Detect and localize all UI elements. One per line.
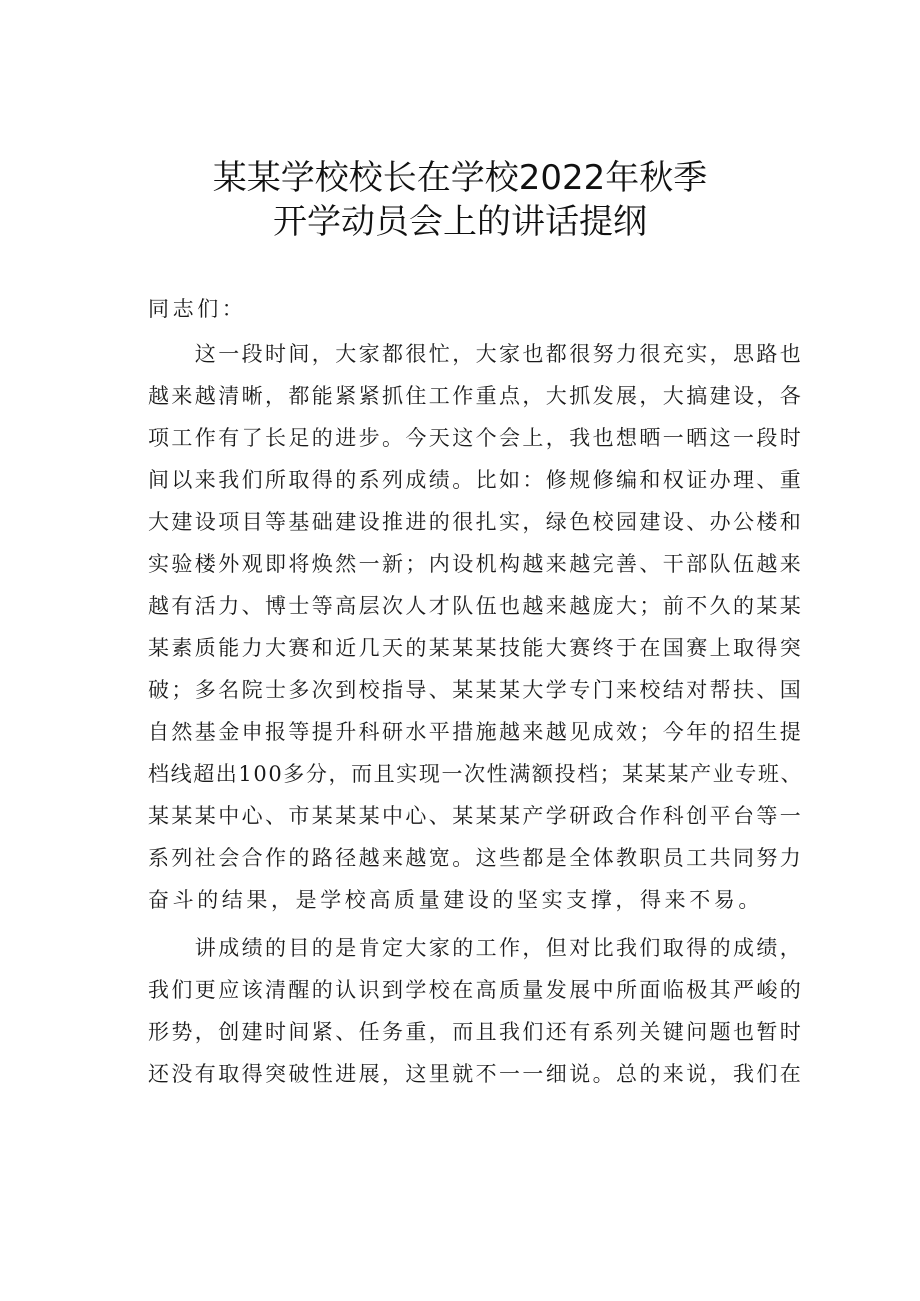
document-title-line-1: 某某学校校长在学校2022年秋季 (212, 158, 708, 198)
salutation: 同志们： (148, 297, 247, 321)
paragraph-line: 自然基金申报等提升科研水平措施越来越见成效；今年的招生提 (148, 720, 804, 744)
paragraph-line: 项工作有了长足的进步。今天这个会上，我也想晒一晒这一段时 (148, 426, 804, 450)
paragraph-line: 越有活力、博士等高层次人才队伍也越来越庞大；前不久的某某 (148, 594, 804, 618)
paragraph-line: 系列社会合作的路径越来越宽。这些都是全体教职员工共同努力 (148, 846, 804, 870)
paragraph-line: 我们更应该清醒的认识到学校在高质量发展中所面临极其严峻的 (148, 978, 804, 1002)
paragraph-line: 间以来我们所取得的系列成绩。比如：修规修编和权证办理、重 (148, 468, 804, 492)
paragraph-line: 讲成绩的目的是肯定大家的工作，但对比我们取得的成绩， (148, 936, 804, 960)
paragraph-line: 大建设项目等基础建设推进的很扎实，绿色校园建设、办公楼和 (148, 510, 804, 534)
document-title-line-2: 开学动员会上的讲话提纲 (273, 202, 647, 242)
paragraph-line: 奋斗的结果，是学校高质量建设的坚实支撑，得来不易。 (148, 888, 763, 912)
paragraph-line: 越来越清晰，都能紧紧抓住工作重点，大抓发展，大搞建设，各 (148, 384, 804, 408)
paragraph-line: 破；多名院士多次到校指导、某某某大学专门来校结对帮扶、国 (148, 678, 804, 702)
paragraph-line: 某素质能力大赛和近几天的某某某技能大赛终于在国赛上取得突 (148, 636, 804, 660)
paragraph-line: 这一段时间，大家都很忙，大家也都很努力很充实，思路也 (148, 342, 804, 366)
paragraph-line: 还没有取得突破性进展，这里就不一一细说。总的来说，我们在 (148, 1062, 804, 1086)
paragraph-line: 实验楼外观即将焕然一新；内设机构越来越完善、干部队伍越来 (148, 552, 804, 576)
paragraph-line: 形势，创建时间紧、任务重，而且我们还有系列关键问题也暂时 (148, 1020, 804, 1044)
paragraph-line: 档线超出100多分，而且实现一次性满额投档；某某某产业专班、 (148, 762, 804, 786)
paragraph-line: 某某某中心、市某某某中心、某某某产学研政合作科创平台等一 (148, 804, 804, 828)
